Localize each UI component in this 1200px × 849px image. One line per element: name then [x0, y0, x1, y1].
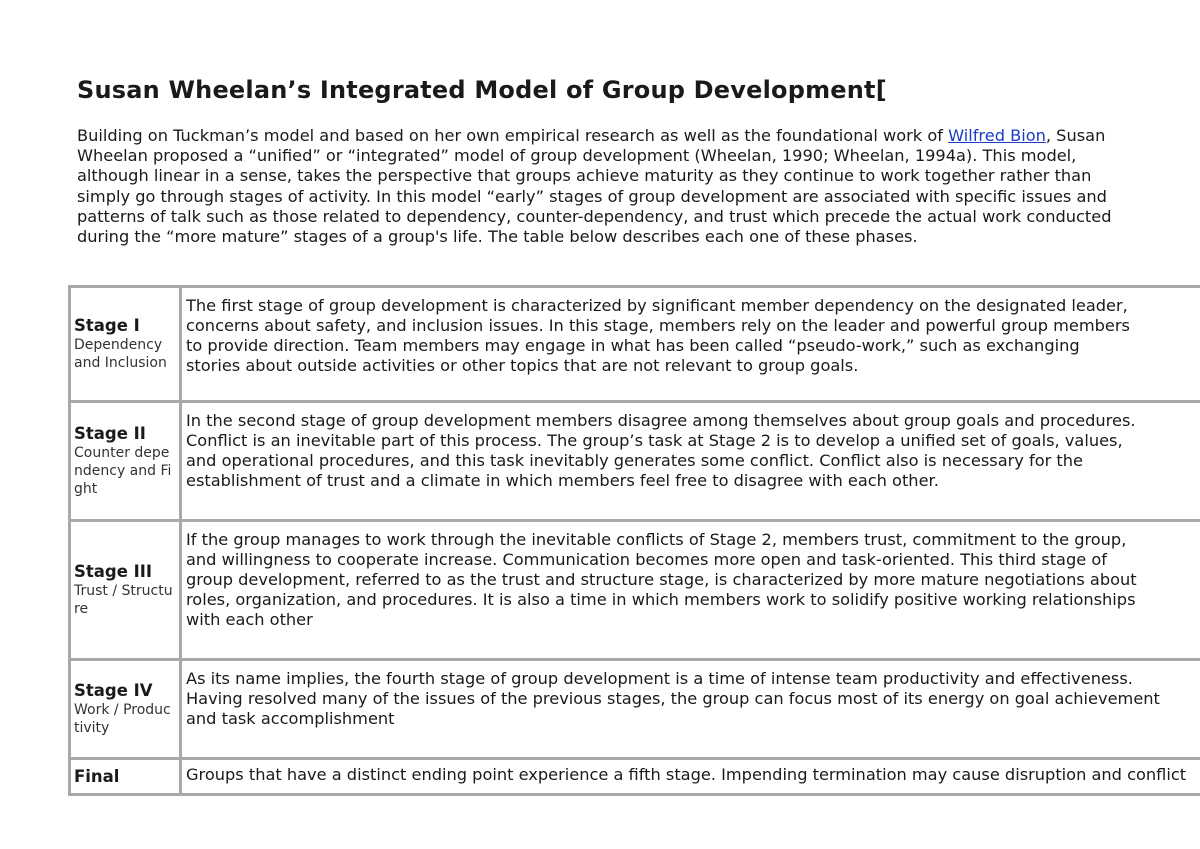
stage-label-cell: [70, 402, 181, 521]
intro-text-before-link: Building on Tuckman’s model and based on her own empirical research as well as the foundational work of: [77, 126, 949, 145]
description-line: Having resolved many of the issues of the previous stages, the group can focus most of its energy on goal achievement: [186, 689, 1160, 708]
description-line: group development, referred to as the trust and structure stage, is characterized by more mature negotiations about: [186, 570, 1137, 589]
stage-name: Stage IV: [74, 681, 153, 700]
description-line: As its name implies, the fourth stage of group development is a time of intense team productivity and effectiveness.: [186, 669, 1133, 688]
stage-label-cell: [70, 759, 181, 795]
stage-description-cell: [181, 660, 1200, 759]
stage-subtitle: Dependency and Inclusion: [74, 337, 167, 371]
table-row: [70, 660, 1200, 759]
stage-name: Stage III: [74, 562, 153, 581]
wilfred-bion-link[interactable]: Wilfred Bion: [948, 126, 1046, 145]
description-line: In the second stage of group development members disagree among themselves about group goals and procedures.: [186, 411, 1136, 430]
stage-description-cell: [181, 759, 1200, 795]
table-row: [70, 402, 1200, 521]
stage-name: Stage II: [74, 424, 146, 443]
description-line: and operational procedures, and this task inevitably generates some conflict. Conflict also is necessary for the: [186, 451, 1083, 470]
description-line: roles, organization, and procedures. It is also a time in which members work to solidify positive working relationships: [186, 590, 1136, 609]
intro-text-after-link: , Susan Wheelan proposed a “unified” or “integrated” model of group development (Wheelan, 1990; Wheelan, 1994a). This model, although linear in a sense, takes the perspective that groups achieve maturity as they continue to work together rather than simply go through stages of activity. In this model “early” stages of group development are associated with specific issues and patterns of talk such as those related to dependency, counter-dependency, and trust which precede the actual work conducted during the “more mature” stages of a group's life. The table below describes each one of these phases.: [77, 126, 1112, 247]
table-row: [70, 287, 1200, 402]
stage-label-cell: [70, 287, 181, 402]
stage-description-cell: [181, 521, 1200, 660]
description-line: concerns about safety, and inclusion issues. In this stage, members rely on the leader and powerful group members: [186, 316, 1130, 335]
stage-subtitle: Trust / Structure: [74, 583, 173, 617]
stage-name: Final: [74, 766, 120, 786]
description-line: Groups that have a distinct ending point experience a fifth stage. Impending termination may cause disruption and conflict: [186, 765, 1187, 784]
stage-subtitle: Work / Productivity: [74, 702, 171, 736]
description-line: to provide direction. Team members may engage in what has been called “pseudo-work,” such as exchanging: [186, 336, 1080, 355]
table-row: [70, 521, 1200, 660]
stage-subtitle: Counter dependency and Fight: [74, 445, 172, 497]
stage-description-cell: [181, 287, 1200, 402]
description-line: with each other: [186, 610, 313, 629]
description-line: The first stage of group development is characterized by significant member dependency on the designated leader,: [186, 296, 1128, 315]
description-line: and willingness to cooperate increase. Communication becomes more open and task-oriented. This third stage of: [186, 550, 1107, 569]
table-row: [70, 759, 1200, 795]
description-line: stories about outside activities or other topics that are not relevant to group goals.: [186, 356, 859, 375]
description-line: establishment of trust and a climate in which members feel free to disagree with each other.: [186, 471, 939, 490]
document-title: Susan Wheelan’s Integrated Model of Group Development[: [77, 76, 887, 104]
stages-table: [68, 285, 1200, 796]
stage-label-cell: [70, 660, 181, 759]
stage-name: Stage I: [74, 316, 140, 335]
stage-description-cell: [181, 402, 1200, 521]
description-line: If the group manages to work through the inevitable conflicts of Stage 2, members trust, commitment to the group,: [186, 530, 1127, 549]
intro-paragraph: [77, 126, 1137, 247]
stage-label-cell: [70, 521, 181, 660]
description-line: Conflict is an inevitable part of this process. The group’s task at Stage 2 is to develop a unified set of goals, values,: [186, 431, 1123, 450]
description-line: and task accomplishment: [186, 709, 395, 728]
